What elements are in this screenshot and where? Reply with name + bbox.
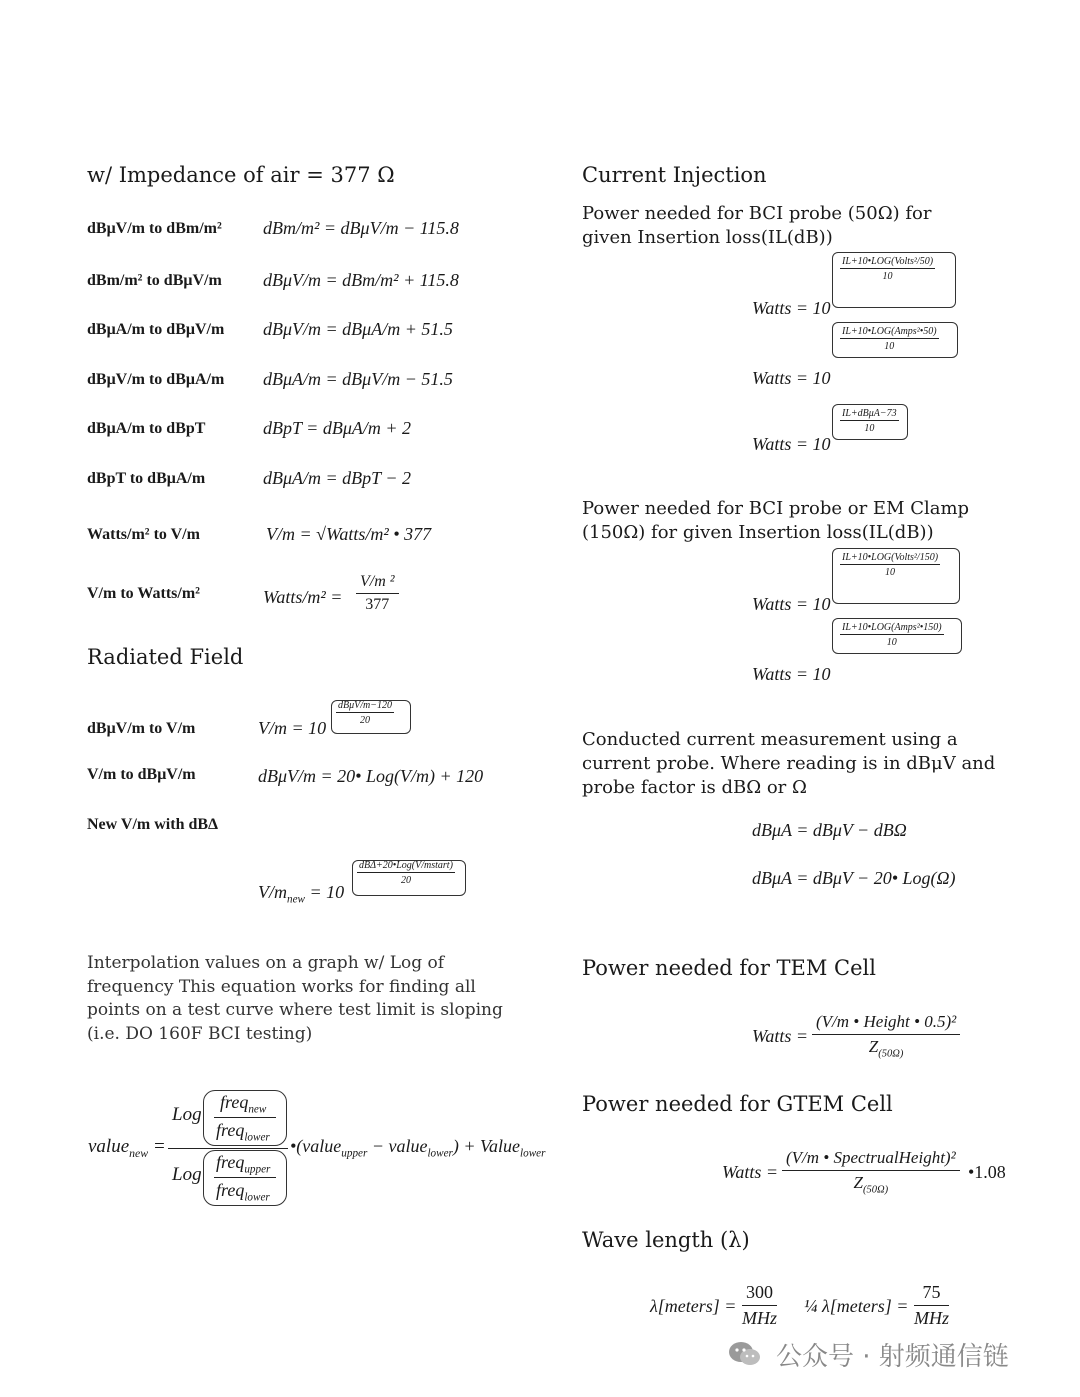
new-vm-sub: new xyxy=(287,893,305,906)
conducted-equation: dBμA = dBμV − 20• Log(Ω) xyxy=(752,868,956,888)
exponent-numerator: IL+10•LOG(Amps²•50) xyxy=(842,326,937,337)
quarter-wavelength-fraction xyxy=(914,1282,949,1329)
exponent-denominator: 10 xyxy=(885,567,896,578)
interp-main-bar xyxy=(168,1148,288,1149)
conversion-equation: Watts/m² = xyxy=(263,587,343,607)
conversion-label: dBμA/m to dBpT xyxy=(87,420,206,437)
conversion-label: dBμV/m to dBμA/m xyxy=(87,371,225,388)
wechat-icon xyxy=(728,1340,762,1368)
quarter-wavelength-denominator: MHz xyxy=(914,1308,949,1328)
interp-log-bottom: Log xyxy=(172,1164,202,1185)
exponent-bracket xyxy=(832,618,962,654)
power-equation: Watts = 10 xyxy=(752,594,831,614)
quarter-wavelength-numerator: 75 xyxy=(914,1282,949,1306)
gtem-fraction xyxy=(782,1148,960,1195)
exponent-bracket xyxy=(832,548,960,604)
gtem-lhs: Watts = xyxy=(722,1162,778,1182)
wavelength-denominator: MHz xyxy=(742,1308,777,1328)
power-equation: Watts = 10 xyxy=(752,434,831,454)
conversion-equation: dBm/m² = dBμV/m − 115.8 xyxy=(263,218,459,238)
tem-numerator: (V/m • Height • 0.5)² xyxy=(812,1012,960,1035)
tem-denominator: $Z_{(50\Omega)}$ xyxy=(868,1037,904,1060)
conversion-label: dBμA/m to dBμV/m xyxy=(87,321,225,338)
watermark-text: 公众号 · 射频通信链 xyxy=(776,1342,1009,1372)
new-vm-label: New V/m with dBΔ xyxy=(87,816,219,833)
gtem-numerator: (V/m • SpectrualHeight)² xyxy=(782,1148,960,1171)
exponent-numerator: IL+10•LOG(Amps²•150) xyxy=(842,622,942,633)
exponent-numerator: IL+dBμA−73 xyxy=(842,408,897,419)
interp-den-bot: freq$_{lower}$ xyxy=(216,1180,270,1204)
conversion-label: dBm/m² to dBμV/m xyxy=(87,272,222,289)
exponent-bracket xyxy=(832,404,908,440)
quarter-wavelength-lhs: ¼ λ[meters] = xyxy=(804,1296,909,1316)
interp-den-top: freq$_{upper}$ xyxy=(216,1152,271,1176)
wavelength-numerator: 300 xyxy=(742,1282,777,1306)
power-equation: Watts = 10 xyxy=(752,298,831,318)
conversion-equation: V/m = 10 xyxy=(258,718,327,738)
conversion-label: dBμV/m to V/m xyxy=(87,720,196,737)
interp-log-top: Log xyxy=(172,1104,202,1125)
power-equation: Watts = 10 xyxy=(752,664,831,684)
exponent-bracket xyxy=(832,322,958,358)
conversion-equation: dBμV/m = dBm/m² + 115.8 xyxy=(263,270,459,290)
exponent-denominator: 10 xyxy=(884,341,895,352)
exponent-bracket xyxy=(331,700,411,734)
interp-den-bar xyxy=(214,1177,276,1178)
conversion-equation: dBpT = dBμA/m + 2 xyxy=(263,418,411,438)
exponent-denominator: 20 xyxy=(400,875,411,886)
fraction-denominator: 377 xyxy=(365,596,390,613)
interp-lhs-text: value xyxy=(88,1136,130,1157)
exponent-denominator: 10 xyxy=(882,271,893,282)
gtem-heading: Power needed for GTEM Cell xyxy=(582,1092,893,1116)
conversion-fraction xyxy=(356,573,399,614)
bci150-text: Power needed for BCI probe or EM Clamp (150Ω) for given Insertion loss(IL(dB)) xyxy=(582,498,970,543)
interpolation-text: Interpolation values on a graph w/ Log of frequency This equation works for finding all points on a test curve where test limit is sloping (i.e. DO 160F BCI testing) xyxy=(87,953,503,1044)
new-vm-base: V/m xyxy=(258,882,287,902)
interp-num-bar xyxy=(214,1117,276,1118)
bci50-text: Power needed for BCI probe (50Ω) for given Insertion loss(IL(dB)) xyxy=(582,203,932,248)
radiated-field-heading: Radiated Field xyxy=(87,645,244,669)
wavelength-lhs: λ[meters] = xyxy=(650,1296,737,1316)
exponent-bracket xyxy=(832,252,956,308)
conversion-equation: dBμA/m = dBpT − 2 xyxy=(263,468,411,488)
conversion-equation: dBμV/m = dBμA/m + 51.5 xyxy=(263,319,453,339)
conversion-label: Watts/m² to V/m xyxy=(87,526,200,543)
conversion-label: dBpT to dBμA/m xyxy=(87,470,206,487)
conversion-equation: dBμA/m = dBμV/m − 51.5 xyxy=(263,369,453,389)
conversion-equation: dBμV/m = 20• Log(V/m) + 120 xyxy=(258,766,484,786)
exponent-bracket xyxy=(352,860,466,896)
current-injection-heading: Current Injection xyxy=(582,163,767,187)
wavelength-fraction xyxy=(742,1282,777,1329)
power-equation: Watts = 10 xyxy=(752,368,831,388)
fraction-numerator: V/m ² xyxy=(356,573,399,594)
conducted-equation: dBμA = dBμV − dBΩ xyxy=(752,820,907,840)
new-vm-rest: = 10 xyxy=(304,882,345,902)
interp-num-bot: freq$_{lower}$ xyxy=(216,1120,270,1144)
exponent-denominator: 20 xyxy=(359,715,370,726)
conversion-label: dBμV/m to dBm/m² xyxy=(87,220,222,237)
interp-tail: •(value$_{upper}$ − value$_{lower}$) + Value$_{lower}$ xyxy=(290,1136,546,1160)
conversion-label: V/m to dBμV/m xyxy=(87,766,196,783)
wavelength-heading: Wave length (λ) xyxy=(582,1228,750,1252)
exponent-numerator: dBΔ+20•Log(V/mstart) xyxy=(359,860,453,871)
tem-fraction xyxy=(812,1012,960,1059)
exponent-numerator: dBμV/m−120 xyxy=(338,700,392,711)
conducted-text: Conducted current measurement using a current probe. Where reading is in dBμV and probe factor is dBΩ or Ω xyxy=(582,729,996,798)
conversion-label: V/m to Watts/m² xyxy=(87,585,200,602)
exponent-numerator: IL+10•LOG(Volts²/150) xyxy=(842,552,939,563)
tem-lhs: Watts = xyxy=(752,1026,808,1046)
exponent-numerator: IL+10•LOG(Volts²/50) xyxy=(842,256,934,267)
tem-heading: Power needed for TEM Cell xyxy=(582,956,876,980)
interp-num-top: freq$_{new}$ xyxy=(220,1092,267,1116)
impedance-heading: w/ Impedance of air = 377 Ω xyxy=(87,163,395,187)
conversion-equation: V/m = √Watts/m² • 377 xyxy=(266,524,432,544)
new-vm-equation xyxy=(258,882,344,906)
interp-lhs-sub: new xyxy=(129,1146,149,1160)
exponent-denominator: 10 xyxy=(864,423,875,434)
gtem-tail: •1.08 xyxy=(968,1162,1006,1182)
interp-lhs: value$_{new}$ = xyxy=(88,1136,166,1160)
gtem-denominator: $Z_{(50\Omega)}$ xyxy=(853,1173,889,1196)
exponent-denominator: 10 xyxy=(886,637,897,648)
